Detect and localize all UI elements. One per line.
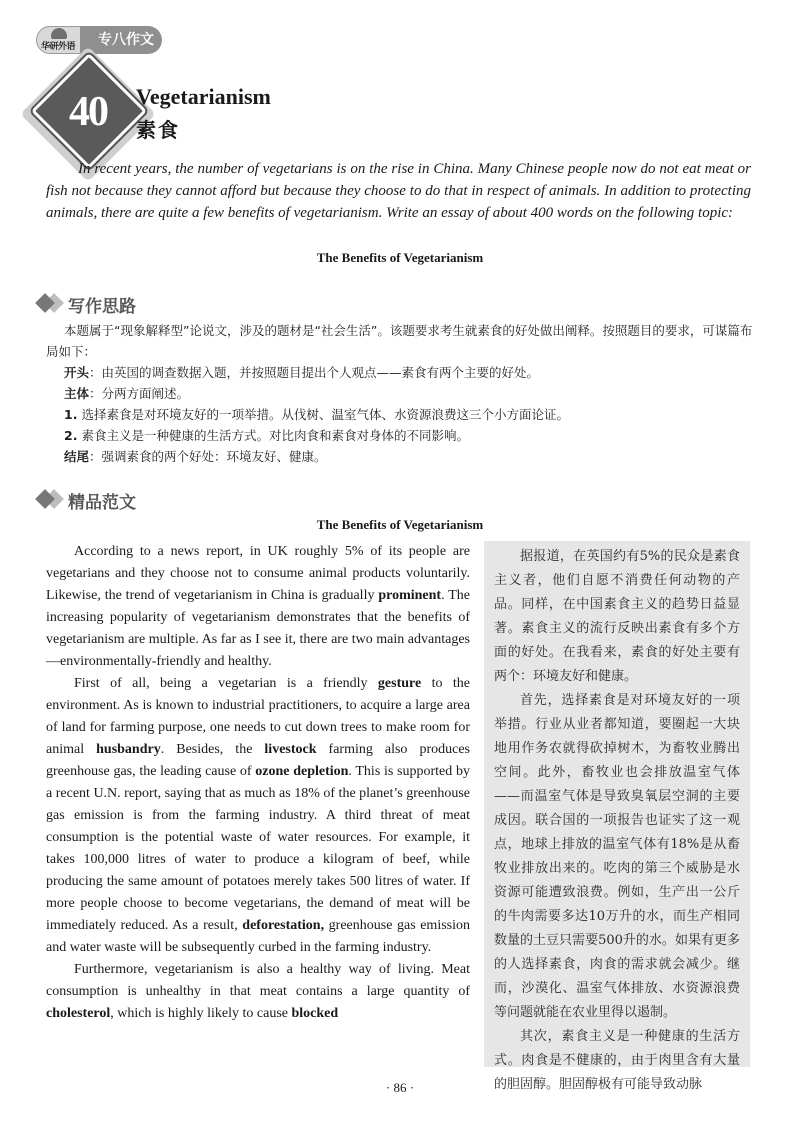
prompt-topic: The Benefits of Vegetarianism	[316, 250, 484, 265]
guide-ending: 结尾：强调素食的两个好处：环境友好、健康。	[64, 449, 327, 464]
section-tab	[36, 26, 164, 54]
unit-title-en: Vegetarianism	[136, 84, 271, 109]
unit-number: 40	[69, 89, 107, 135]
guide-intro: 本题属于“现象解释型”论说文，涉及的题材是“社会生活”。该题要求考生就素食的好处做出阐释。按照题目的要求，可谋篇布局如下：	[46, 323, 753, 359]
guide-point-2: 2. 素食主义是一种健康的生活方式。对比肉食和素食对身体的不同影响。	[64, 428, 469, 443]
page-number: · 86 ·	[385, 1080, 415, 1095]
guide-body: 主体：分两方面阐述。	[64, 386, 190, 401]
essay-paragraph-2: First of all, being a vegetarian is a friendly gesture to the environment. As is known to industrial practitioners, to acquire a large area of land for farming purpose, one needs to cut down trees to make room for animal husbandry. Besides, the livestock farming also produces greenhouse gas, the leading cause of ozone depletion. This is supported by a recent U.N. report, saying that as much as 18% of the planet’s greenhouse gas emission is from the farming industry. A third threat of meat consumption is the potential waste of water resources. For example, it takes 100,000 litres of water to produce a kilogram of beef, while producing the same amount of potatoes merely takes 500 litres of water. If more people choose to become vegetarians, the demand of meat will be immediately reduced. As a result, deforestation, greenhouse gas emission and water waste will be subsequently curbed in the farming industry.	[46, 676, 470, 955]
essay-paragraph-3: Furthermore, vegetarianism is also a healthy way of living. Meat consumption is unhealthy in that meat contains a large quantity of cholesterol, which is highly likely to cause blocked	[46, 962, 470, 1021]
essay-body	[46, 541, 470, 1025]
translation-paragraph-3: 其次，素食主义是一种健康的生活方式。肉食是不健康的，由于肉里含有大量的胆固醇。胆固醇极有可能导致动脉	[494, 1029, 740, 1092]
logo-icon	[51, 28, 67, 39]
essay-prompt: In recent years, the number of vegetarians is on the rise in China. Many Chinese people now do not eat meat or fish not because they cannot afford but because they choose to do that in respect of animals. In addition to protecting animals, there are quite a few benefits of vegetarianism. Write an essay of about 400 words on the following topic:	[46, 161, 751, 221]
essay-title: The Benefits of Vegetarianism	[316, 517, 484, 532]
translation-paragraph-2: 首先，选择素食是对环境友好的一项举措。行业从业者都知道，要圈起一大块地用作务农就得砍掉树木，为畜牧业腾出空间。此外，畜牧业也会排放温室气体——而温室气体是导致臭氧层空洞的主要成因。联合国的一项报告也证实了这一观点，地球上排放的温室气体有18%是从畜牧业排放出来的。吃肉的第三个威胁是水资源可能遭致浪费。例如，生产出一公斤的牛肉需要多达10万升的水，而生产相同数量的土豆只需要500升的水。如果有更多的人选择素食，肉食的需求就会减少。继而，沙漠化、温室气体排放、水资源浪费等问题就能在农业里得以遏制。	[494, 693, 740, 1020]
translation-box	[484, 541, 750, 1092]
publisher-logo	[36, 26, 84, 54]
unit-title-cn: 素食	[136, 118, 180, 142]
logo-text: 华研外语	[41, 42, 76, 52]
section-label: 专八作文	[80, 26, 162, 54]
guide-point-1: 1. 选择素食是对环境友好的一项举措。从伐树、温室气体、水资源浪费这三个小方面论证。	[64, 407, 569, 422]
guide-opening: 开头：由英国的调查数据入题，并按照题目提出个人观点——素食有两个主要的好处。	[64, 365, 540, 380]
translation-paragraph-1: 据报道，在英国约有5%的民众是素食主义者，他们自愿不消费任何动物的产品。同样，在中国素食主义的趋势日益显著。素食主义的流行反映出素食有多个方面的好处。在我看来，素食的好处主要有两个：环境友好和健康。	[494, 549, 740, 684]
essay-paragraph-1: According to a news report, in UK roughly 5% of its people are vegetarians and they choose not to consume animal products voluntarily. Likewise, the trend of vegetarianism in China is gradually prominent. The increasing popularity of vegetarianism demonstrates that the benefits of vegetarianism are multiple. As far as I see it, there are two main advantages—environmentally-friendly and healthy.	[46, 544, 470, 669]
